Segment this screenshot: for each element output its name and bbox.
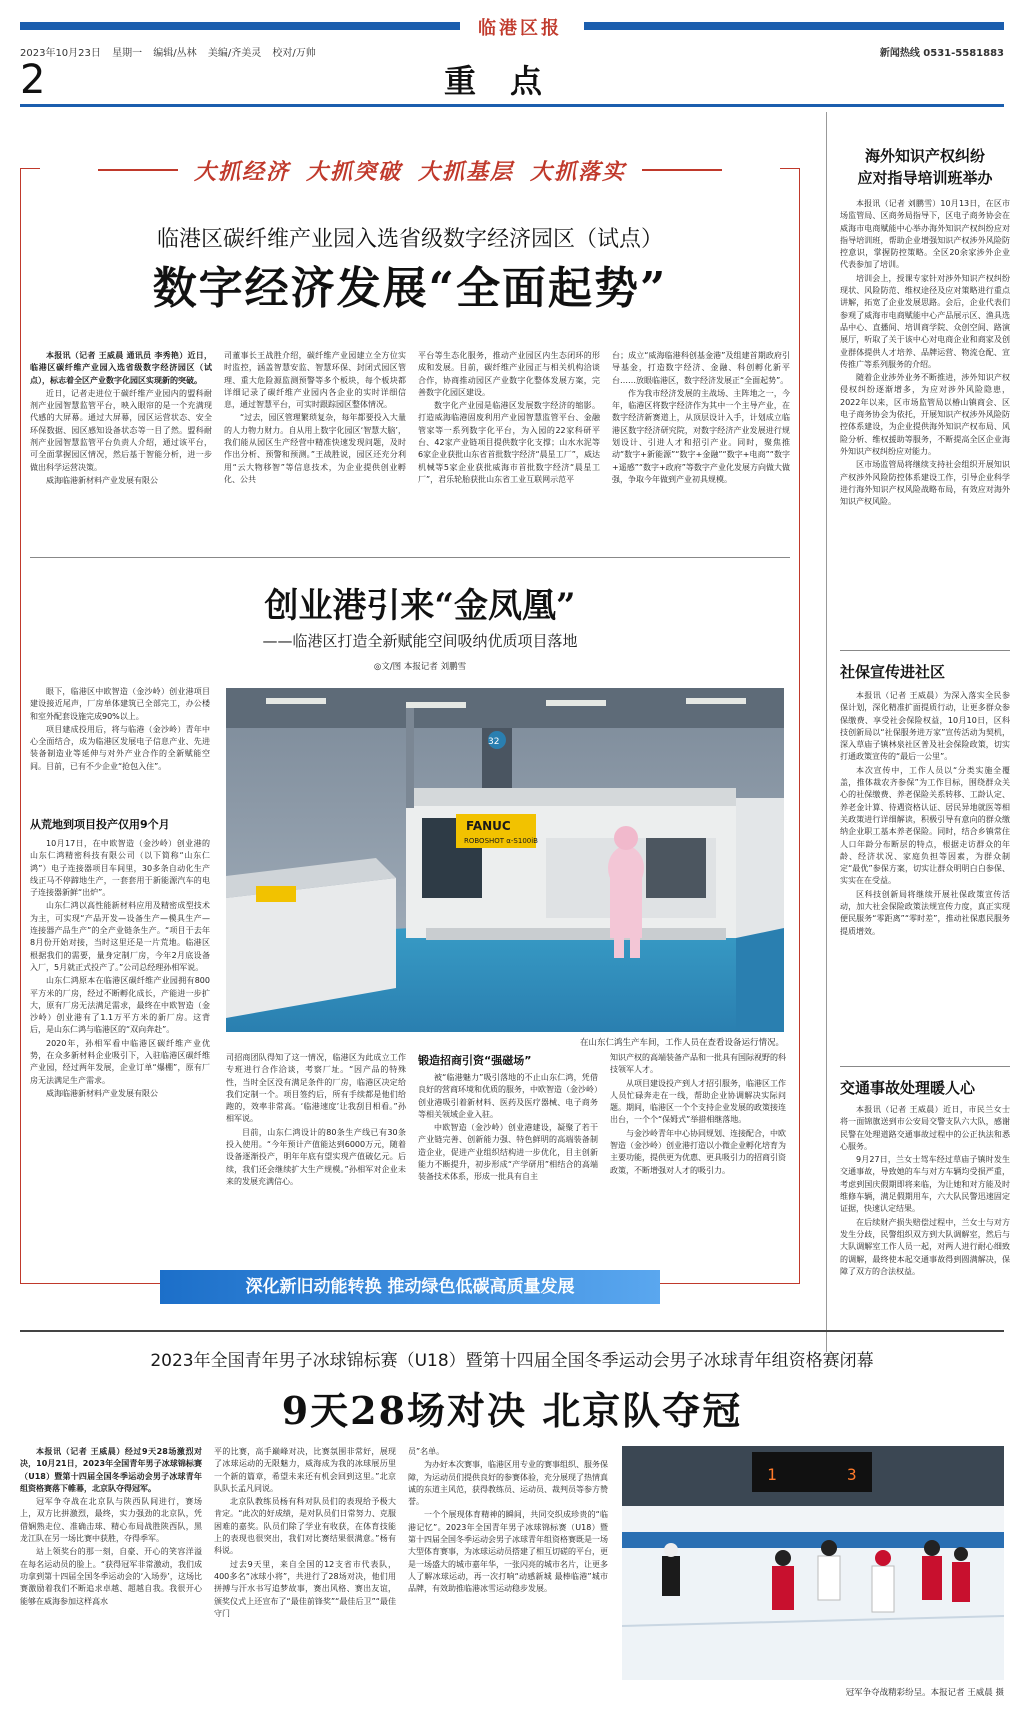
- lead-column-1: [30, 350, 212, 542]
- social-p2: 本次宣传中，工作人员以“分类实施全覆盖，推体裁农齐参保”为工作目标，围绕群众关心的社保缴费、养老保险关系转移、工龄认定、养老金计算、待遇资格认证、居民异地就医等相关政策进行详细解读，积极引导有意向的群众缴纳企业职工基本养老保险。同时，结合乡镇常住人口年龄分布断层的特点，根据走访群众的年龄、经济状况、家庭负担等因素，为群众制定“最优”参保方案，切实让群众明明白白参保、实实在在受益。: [840, 765, 1010, 886]
- lead-col4-p1: 台；成立“威海临港科创基金港”及组建首期政府引导基金，打造数字经济、金融、科创孵化新平台……放眼临港区，数字经济发展正“全面起势”。: [612, 351, 790, 385]
- feature-column-3: [418, 1072, 598, 1274]
- sports-top-rule: [20, 1330, 1004, 1332]
- sports-col1-p3: 站上领奖台的那一刻，自豪、开心的笑容洋溢在每名运动员的脸上。“获得冠军非常激动，我们成功拿到第十四届全国冬季运动会的‘入场券’，这场比赛激励着我们不断追求卓越、超越自我。我很开心能够在威海参加这样高水: [20, 1547, 202, 1606]
- sports-col1-p1: 本报讯（记者 王威晨）经过9天28场激烈对决，10月21日，2023年全国青年男子冰球锦标赛（U18）暨第十四届全国冬季运动会男子冰球青年组资格赛落下帷幕，北京队夺得冠军。: [20, 1447, 202, 1493]
- slogan-phrase-1: 大抓经济: [193, 158, 290, 185]
- sports-col3-p3: 一个个展现体育精神的瞬间，共同交织成珍贵的“临港记忆”。2023年全国青年男子冰球锦标赛（U18）暨第十四届全国冬季运动会男子冰球青年组资格赛既是一场大型体育赛事，为冰球运动员搭建了相互切磋的平台，更是一场盛大的城市嘉年华，一张闪亮的城市名片，让更多人了解冰球运动，再一次打响“动感新城 最棒临港”城市品牌，有效助推临港冰雪运动稳步发展。: [408, 1510, 608, 1594]
- feature-byline: ◎文/图 本报记者 刘鹏雪: [373, 662, 467, 672]
- sidebar-rule-1: [840, 650, 1010, 651]
- feature-col1-p5: 威海临港新材料产业发展有限公: [46, 1088, 158, 1098]
- ip-article-body: [840, 198, 1010, 616]
- sports-column-1: [20, 1446, 202, 1694]
- lead-col1-p2: 近日，记者走进位于碳纤维产业园内的盟科耐剂产业园智慧监管平台，映入眼帘的是一个充满现代感的大屏幕。通过大屏幕，园区运营状态、安全环保数据、园区感知设备状态等一目了然。盟科耐剂产业园智慧监管平台负责人介绍，通过该平台，可全面掌握园区情况，然后基于智能分析，进一步做出科学运营决策。: [30, 388, 212, 472]
- slogan-phrase-2: 大抓突破: [305, 158, 402, 185]
- lead-title: 数字经济发展“全面起势”: [152, 263, 668, 314]
- sports-col2-p1: 平的比赛，高手巅峰对决，比赛氛围非常好，展现了冰球运动的无限魅力，威海成为我的冰球展历里一个新的篇章，希望未来还有机会回到这里。”北京队队长孟凡同说。: [214, 1447, 396, 1493]
- slogan-rule-right: [642, 169, 722, 171]
- feature-intro-p1: 眼下，临港区中欧智造（金沙岭）创业港项目建设接近尾声，厂房单体建筑已全部完工，办公楼和室外配套设施完成90%以上。: [30, 687, 210, 721]
- lead-divider: [30, 557, 790, 558]
- feature-col4-p1: 知识产权的高端装备产品和一批具有国际视野的科技领军人才。: [610, 1053, 786, 1075]
- traffic-p3: 在后续财产损失赔偿过程中，兰女士与对方发生分歧，民警组织双方到大队调解室，然后与大队调解室工作人员一起，对两人进行耐心细致的调解，最终使本起交通事故得到圆满解决，保障了双方的合法权益。: [840, 1217, 1010, 1276]
- traffic-article-body: [840, 1104, 1010, 1322]
- social-article-body: [840, 690, 1010, 1056]
- issue-date: 2023年10月23日: [20, 48, 101, 59]
- ip-title-line1: 海外知识产权纠纷: [864, 147, 985, 165]
- sidebar-rule-2: [840, 1066, 1010, 1067]
- factory-photo: [226, 688, 784, 1032]
- lead-column-3: [418, 350, 600, 542]
- editor-credit: 编辑/丛林: [153, 48, 197, 59]
- sports-col3-p1: 员”名单。: [408, 1447, 445, 1456]
- photo-machine-brand: FANUC: [466, 819, 511, 833]
- sports-col3-p2: 为办好本次赛事，临港区用专业的赛事组织、服务保障，为运动员们提供良好的参赛体验，充分展现了热情真诚的东道主风范，获得教练员、运动员、裁判员等参方赞誉。: [408, 1460, 608, 1507]
- hockey-photo-illustration: [622, 1446, 1004, 1680]
- masthead-brand: 临港区报: [478, 18, 562, 39]
- ip-p2: 培训会上，授课专家针对涉外知识产权纠纷现状、风险防范、维权途径及应对策略进行重点讲解，拓宽了企业发展思路。会后，企业代表们参观了威海市电商赋能中心产品展示区、渔具选品中心、直播间、培训商学院、众创空间、路演展厅，听取了关于该中心对电商企业和商家及创业群体提供人才培养、品牌运营、物流仓配、宣传推广等系列服务的介绍。: [840, 273, 1010, 369]
- lead-col1-p3: 威海临港新材料产业发展有限公: [46, 475, 158, 485]
- feature-col1-p3: 山东仁鸿原本在临港区碳纤维产业园拥有800平方米的厂房，经过不断孵化成长，产能进一步扩大，原有厂房无法满足需求，最终在中欧智造（金沙岭）创业港有了1.1万平方米的新厂房。这背后，是山东仁鸿与临港区的“双向奔赴”。: [30, 976, 210, 1035]
- feature-col3-p2: 中欧智造（金沙岭）创业港建设，凝聚了若干产业链完善、创新能力强、特色鲜明的高端装备制造企业，促进产业组织结构进一步优化，目主创新能力不断提升，初步形成“产学研用”相结合的高端装备技术体系，形成一批具有自主: [418, 1123, 598, 1182]
- sports-column-2: [214, 1446, 396, 1694]
- lead-column-2: [224, 350, 406, 542]
- section-title: 重点: [444, 62, 577, 100]
- feature-intro-p2: 项目建成投用后，将与临港（金沙岭）青年中心全面结合，成为临港区发展电子信息产业、先进装备制造业等延伸与对外产业合作的全新赋能空间。目前，已有不少企业“抢包入住”。: [30, 724, 210, 771]
- masthead-bar-right: [584, 22, 1004, 30]
- slogan-strip: [40, 152, 780, 188]
- page-number: 2: [20, 57, 46, 103]
- lead-col2-p1: 司董事长王战胜介绍，碳纤维产业园建立全方位实时监控，涵盖智慧安监、智慧环保、封闭式园区管理、重大危险源监测预警等多个板块，每个板块都详细记录了碳纤维产业园内各企业的实时详细信息，通过智慧平台，可实时跟踪园区整体情况。: [224, 351, 406, 410]
- hockey-score-left: 1: [767, 1465, 777, 1484]
- feature-col1-p2: 山东仁鸿以高性能新材料应用及精密成型技术为主，可实现“产品开发—设备生产—模具生产—连接器产品生产”的全产业链条生产。“项目于去年8月份开始对接，当时这里还是一片荒地。临港区根据我们的需要，量身定制厂房，今年2月底设备入厂，5月就正式投产了。”公司总经理孙相军说。: [30, 901, 210, 972]
- lead-column-4: [612, 350, 790, 542]
- lead-subtitle: 临港区碳纤维产业园入选省级数字经济园区（试点）: [156, 227, 663, 252]
- hockey-photo-caption: 冠军争夺战精彩纷呈。本报记者 王威晨 摄: [845, 1688, 1004, 1698]
- feature-intro: [30, 686, 210, 810]
- sports-col2-p2: 北京队教练员杨有科对队员们的表现给予极大肯定。“此次的好成绩，是对队员们日常努力、克服困难的嘉奖。队员们除了学业有收获，在体育技能上的表现也很突出，我们对比赛结果很满意。”杨有科说。: [214, 1497, 396, 1556]
- designer-credit: 美编/齐美灵: [207, 48, 262, 59]
- social-p3: 区科技创新局将继续开展社保政策宣传活动，加大社会保险政策法规宣传力度，真正实现便民服务“零距离”“零时差”，推动社保惠民服务提质增效。: [840, 889, 1010, 936]
- feature-subheading-2: 锻造招商引资“强磁场”: [418, 1054, 532, 1067]
- policy-banner: 深化新旧动能转换 推动绿色低碳高质量发展: [160, 1270, 660, 1304]
- social-title: 社保宣传进社区: [840, 663, 946, 681]
- photo-panel-number: 32: [488, 737, 500, 747]
- factory-photo-illustration: [226, 688, 784, 1032]
- feature-column-1: [30, 838, 210, 1274]
- ip-title-line2: 应对指导培训班举办: [857, 169, 993, 187]
- masthead-bar-left: [20, 22, 460, 30]
- feature-col4-p3: 与金沙岭青年中心协同规划、连接配合，中欧智造（金沙岭）创业港打造以小微企业孵化培育为主要功能，提供更为优惠、更具吸引力的招商引资政策，不断增强对人才的吸引力。: [610, 1128, 786, 1175]
- feature-subheading-1: 从荒地到项目投产仅用9个月: [30, 818, 170, 831]
- feature-col1-p1: 10月17日，在中欧智造（金沙岭）创业港的山东仁鸿精密科技有限公司（以下简称“山东仁鸿”）电子连接器项目车间里，30多条自动化生产线正马不停蹄地生产，一套套用于新能源汽车的电子连接器新鲜“出炉”。: [30, 839, 210, 898]
- slogan-phrase-4: 大抓落实: [530, 158, 627, 185]
- feature-col2-p2: 目前，山东仁鸿设计的80条生产线已有30条投入使用。“今年预计产值能达到6000万元，随着设备逐渐投产，明年年底有望实现产值破亿元。后续，我们还会继续扩大生产规模。”孙相军对企业未来的发展充满信心。: [226, 1127, 406, 1186]
- feature-subtitle: ——临港区打造全新赋能空间吸纳优质项目落地: [262, 632, 578, 650]
- slogan-phrase-3: 大抓基层: [418, 158, 515, 185]
- feature-column-2: [226, 1052, 406, 1274]
- masthead-rule: [20, 104, 1004, 107]
- lead-col3-p1: 平台等生态化服务，推动产业园区内生态闭环的形成和发展。目前，碳纤维产业园正与相关机构洽谈合作，协商推动园区产业数字化整体发展方案，完善数字化园区建设。: [418, 351, 600, 397]
- traffic-p2: 9月27日，兰女士驾车经过草庙子镇时发生交通事故，导致她的车与对方车辆均受损严重，考虑到国庆假期即将来临，为让她和对方能及时维修车辆，满足假期用车，六大队民警迅速固定证据，快速认定结果。: [840, 1155, 1010, 1214]
- lead-col1-p1: 本报讯（记者 王威晨 通讯员 李秀艳）近日，临港区碳纤维产业园入选省级数字经济园区（试点），标志着全区产业数字化园区实现新的突破。: [30, 351, 212, 385]
- sports-col1-p2: 冠军争夺战在北京队与陕西队间进行，赛场上，双方比拼激烈，最终，实力强劲的北京队，凭借娴熟走位、准确击球、精心布局战胜陕西队，黑龙江队在另一场比赛中获胜，夺得季军。: [20, 1497, 202, 1544]
- social-p1: 本报讯（记者 王威晨）为深入落实全民参保计划，深化精准扩面提质行动，让更多群众参保缴费、享受社会保险权益，10月10日，区科技创新局以“社保服务进万家”宣传活动为契机，深入草庙子镇林泉社区普及社会保险政策，切实打通政策宣传的“最后一公里”。: [840, 691, 1010, 762]
- proofreader-credit: 校对/万帅: [272, 48, 316, 59]
- feature-col2-p1: 司招商团队得知了这一情况，临港区为此成立工作专班进行合作洽谈，考察厂址。“因产品的特殊性，当时全区没有满足条件的厂房，临港区决定给我们定制一个。项目签约后，所有手续都是他们给跑的，效率非常高。‘临港速度’让我刮目相看。”孙相军说。: [226, 1053, 406, 1124]
- sports-title: 9天28场对决 北京队夺冠: [281, 1388, 743, 1433]
- sports-subtitle: 2023年全国青年男子冰球锦标赛（U18）暨第十四届全国冬季运动会男子冰球青年组资格赛闭幕: [150, 1351, 874, 1371]
- sidebar-divider: [826, 112, 827, 1352]
- traffic-p1: 本报讯（记者 王威晨）近日，市民兰女士将一面锦旗送到市公安局交警支队六大队，感谢民警在处理道路交通事故过程中的公正执法和悉心服务。: [840, 1105, 1010, 1151]
- slogan-rule-left: [98, 169, 178, 171]
- hockey-photo: [622, 1446, 1004, 1680]
- masthead-meta: [20, 44, 316, 59]
- lead-col3-p2: 数字化产业园是临港区发展数字经济的缩影。打造威海临港固废利用产业园智慧监管平台、金融管家等一系列数字化平台，为入园的22家科研平台、42家产业链项目提供数字化支撑；山水水泥等6家企业获批山东省首批数字经济“晨星工厂”，威达机械等5家企业获批威海市首批数字经济“晨星工厂”，君乐轮胎获批山东省工业互联网示范平: [418, 401, 600, 484]
- sports-col2-p3: 过去9天里，来自全国的12支省市代表队，400多名“冰球小将”，共进行了28场对决，他们用拼搏与汗水书写追梦故事，赛出风格、赛出友谊，颁奖仪式上还宣布了“最佳前锋奖”“最佳后卫”“最佳守门: [214, 1559, 396, 1618]
- lead-col4-p2: 作为我市经济发展的主战场、主阵地之一，今年，临港区将数字经济作为其中一个主导产业，在数字经济新赛道上，从顶层设计入手，计划成立临港区数字经济研究院，对数字经济产业发展进行规划设计、引进人才和招引产业。同时，聚焦推动“数字+新能源”“数字+金融”“数字+电商”“数字+遥感”“数字+政府”等数字产业化发展方向做大做强，争取今年做到产业初具规模。: [612, 388, 790, 484]
- factory-photo-caption: 在山东仁鸿生产车间，工作人员在查看设备运行情况。: [579, 1038, 784, 1048]
- traffic-title: 交通事故处理暖人心: [840, 1079, 976, 1097]
- feature-col1-p4: 2020年，孙相军看中临港区碳纤维产业优势，在众多新材料企业吸引下，入驻临港区碳纤维产业园，经过两年发展，企业订单“爆棚”，原有厂房无法满足生产需求。: [30, 1038, 210, 1085]
- ip-p1: 本报讯（记者 刘鹏雪）10月13日，在区市场监管局、区商务局指导下，区电子商务协会在威海市电商赋能中心举办海外知识产权纠纷应对指导培训班，帮助企业增强知识产权涉外风险防控意识，掌握防控策略。全区20余家涉外企业代表参加了培训。: [840, 199, 1010, 270]
- photo-machine-model: ROBOSHOT α-S100iB: [464, 837, 538, 845]
- hockey-score-right: 3: [847, 1465, 857, 1484]
- feature-col3-p1: 被“临港魅力”吸引落地的不止山东仁鸿，凭借良好的营商环境和优质的服务，中欧智造（金沙岭）创业港吸引着新材料、医药及医疗器械、电子商务等相关领域企业入驻。: [418, 1073, 598, 1119]
- ip-p3: 随着企业涉外业务不断推进，涉外知识产权侵权纠纷逐渐增多，为应对涉外风险隐患，2022年以来，区市场监管局以椿山镇商会、区电子商务协会为依托，开展知识产权涉外风险防控体系建设，为企业提供海外知识产权布局、风险分析、维权援助等服务，不断提高全区企业海外知识产权纠纷应对能力。: [840, 373, 1010, 456]
- news-hotline: 新闻热线 0531-5581883: [879, 48, 1004, 59]
- feature-title: 创业港引来“金凤凰”: [264, 586, 576, 626]
- ip-p4: 区市场监管局将继续支持社会组织开展知识产权涉外风险防控体系建设工作，引导企业科学进行海外知识产权风险战略布局，有效应对海外知识产权风险。: [840, 460, 1010, 507]
- feature-col4-p2: 从项目建设投产到人才招引服务，临港区工作人员忙碌奔走在一线，帮助企业协调解决实际问题。期间，临港区一个个支持企业发展的政策接连出台，一个个“保姆式”举措相继落地。: [610, 1078, 786, 1125]
- feature-column-4: [610, 1052, 786, 1274]
- lead-col2-p2: “过去，园区管理繁琐复杂，每年都要投入大量的人力物力财力。自从用上数字化园区‘智慧大脑’，我们能从园区生产经营中精准快速发现问题，及时作出分析、预警和预测。”王战胜说，园区还充分利用“云大物移智”等信息技术，为企业提供创业孵化、公共: [224, 413, 406, 484]
- sports-column-3: [408, 1446, 608, 1694]
- issue-weekday: 星期一: [112, 48, 143, 59]
